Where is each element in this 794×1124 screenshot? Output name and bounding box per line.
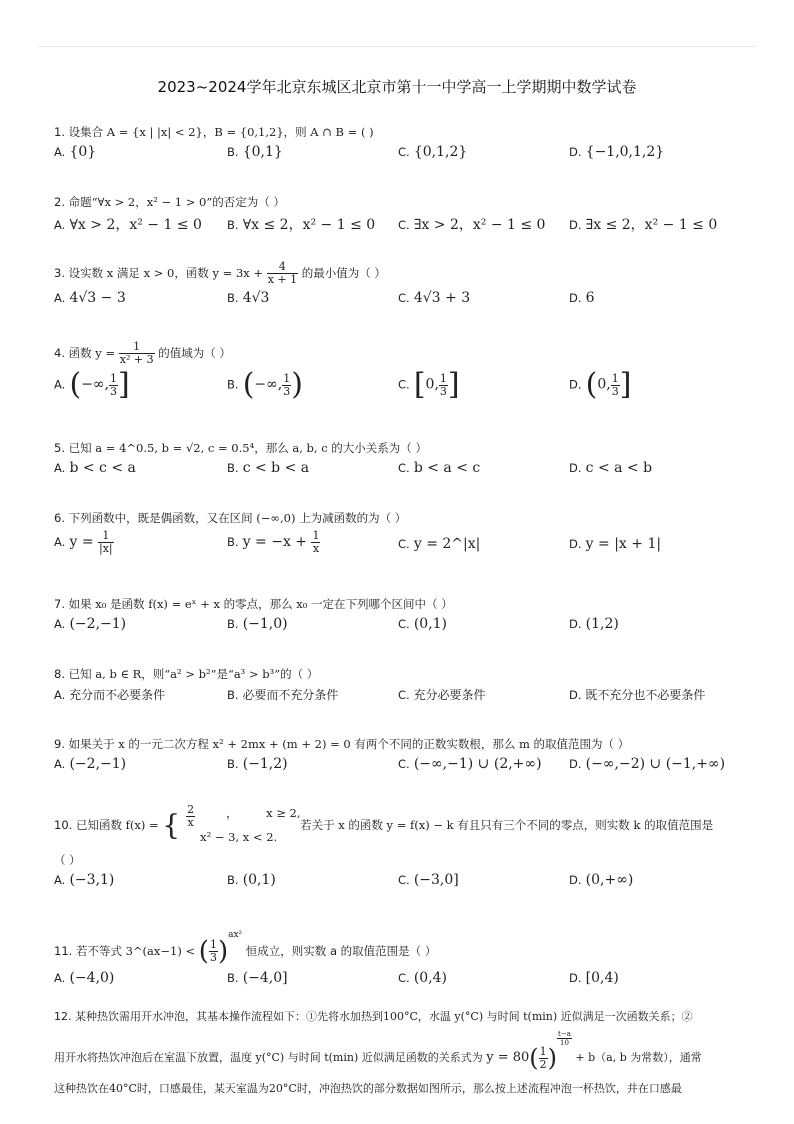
option-a: A. (−3,1) [54, 872, 115, 888]
option-c: C. (0,1) [398, 616, 448, 632]
option-b: B. c < b < a [227, 460, 310, 476]
option-d: D. 6 [569, 290, 595, 306]
fraction: $\frac{1}{3}$ [209, 938, 217, 964]
option-c: C. {0,1,2} [398, 144, 468, 160]
question-stem-line-1: 某种热饮需用开水冲泡，其基本操作流程如下：①先将水加热到100°C，水温 y(°C) 与时间 t(min) 近似满足一次函数关系；② [75, 1010, 693, 1023]
question-5 [54, 438, 754, 482]
question-stem-line-2: 用开水将热饮冲泡后在室温下放置，温度 y(°C) 与时间 t(min) 近似满足函数的关系式为 y = 80( $\frac{1}{2}$ ) $\frac{t-a}{10}$ + b（a, b 为常数），通常 [54, 1030, 702, 1072]
question-number: 3. [54, 266, 65, 280]
question-2 [54, 192, 754, 236]
question-stem: 设集合 A = {x | |x| < 2}，B = {0,1,2}，则 A ∩ B = ( ) [68, 125, 374, 139]
brace: { [162, 808, 181, 842]
case-1-expr: $\frac{2}{x}$ [187, 802, 195, 829]
option-b: B. ∀x ≤ 2，x² − 1 ≤ 0 [227, 217, 376, 233]
question-3: 3. 设实数 x 满足 x > 0，函数 y = 3x + $\frac{4}{x + 1}$ 的最小值为（ ） A. 4√3 − 3 B. 4√3 C. 4√3 + 3 D. 6 [54, 260, 595, 306]
question-7 [54, 594, 754, 638]
option-b: B. (−1,2) [227, 756, 288, 772]
option-b: B. {0,1} [227, 144, 283, 160]
question-number: 5. [54, 441, 65, 455]
option-a: A. (−4,0) [54, 970, 115, 986]
question-number: 9. [54, 737, 65, 751]
fraction: $\frac{4}{x + 1}$ [267, 260, 298, 286]
option-c: C. b < a < c [398, 460, 481, 476]
option-c: C. 充分必要条件 [398, 688, 486, 702]
question-12 [54, 1004, 744, 1102]
question-stem: 命题“∀x > 2，x² − 1 > 0”的否定为（ ） [68, 195, 285, 209]
question-stem: 设实数 x 满足 x > 0，函数 y = 3x + [68, 266, 267, 280]
option-b: B. (−4,0] [227, 970, 288, 986]
option-c: C. ∃x > 2，x² − 1 ≤ 0 [398, 217, 546, 233]
option-c: C. [0, $\frac{1}{3}$ ] [398, 367, 460, 402]
option-d: D. 既不充分也不必要条件 [569, 688, 706, 702]
option-c: C. 4√3 + 3 [398, 290, 471, 306]
question-6 [54, 508, 754, 570]
option-b: B. (0,1) [227, 872, 276, 888]
option-a: A. {0} [54, 144, 97, 160]
question-4: 4. 函数 y = $\frac{1}{\text{x² + 3}}$ 的值域为（ ） A. (−∞, $\frac{1}{3}$ ] B. (−∞, $\frac{1}{3}$ ) C. [0, $\frac{1}{3}$ ] D. (0, $\frac{1}{3}$ ] [54, 340, 632, 402]
question-number: 2. [54, 195, 65, 209]
option-b: B. (−1,0) [227, 616, 288, 632]
question-9 [54, 734, 754, 778]
option-c: C. y = 2^|x| [398, 536, 481, 552]
question-stem-tail: （ ） [54, 853, 81, 867]
option-b: B. (−∞, $\frac{1}{3}$ ) [227, 367, 303, 402]
option-a: A. b < c < a [54, 460, 136, 476]
question-stem: 已知 a = 4^0.5, b = √2, c = 0.5⁴，那么 a, b, c 的大小关系为（ ） [68, 441, 427, 455]
option-c: C. (−∞,−1) ∪ (2,+∞) [398, 756, 542, 772]
question-11: 11. 若不等式 3^(ax−1) < ( $\frac{1}{3}$ )$^{ax^2}$ 恒成立，则实数 a 的取值范围是（ ） A. (−4,0) B. (−4,0] C. (0,4) D. [0,4) [54, 930, 619, 986]
question-1 [54, 122, 754, 166]
option-a: A. y = $\frac{1}{|x|}$ [54, 529, 113, 555]
option-b: B. y = −x + $\frac{1}{x}$ [227, 529, 320, 555]
option-d: D. (1,2) [569, 616, 619, 632]
question-number: 1. [54, 125, 65, 139]
question-stem: 已知函数 f(x) = [75, 818, 163, 832]
exponent: ax² [228, 930, 243, 940]
option-d: D. y = |x + 1| [569, 536, 662, 552]
question-stem: 下列函数中，既是偶函数，又在区间 (−∞,0) 上为减函数的为（ ） [68, 511, 407, 525]
question-stem: 已知 a, b ∈ R，则“a² > b²”是“a³ > b³”的（ ） [68, 667, 319, 681]
page-title: 2023~2024学年北京东城区北京市第十一中学高一上学期期中数学试卷 [157, 78, 637, 96]
question-stem: 若不等式 3^(ax−1) < [75, 944, 199, 958]
option-a: A. ∀x > 2，x² − 1 ≤ 0 [54, 217, 202, 233]
top-rule [38, 46, 756, 47]
option-a: A. 4√3 − 3 [54, 290, 126, 306]
option-a: A. (−2,−1) [54, 756, 127, 772]
piecewise-cases: $\frac{2}{x}$ ， x ≥ 2, x² − 3, x < 2. [187, 802, 301, 844]
question-stem: 如果 x₀ 是函数 f(x) = eˣ + x 的零点，那么 x₀ 一定在下列哪个区间中（ ） [68, 597, 453, 611]
question-number: 7. [54, 597, 65, 611]
fraction: $\frac{1}{\text{x² + 3}}$ [119, 340, 154, 366]
question-stem-line-3: 这种热饮在40°C时，口感最佳，某天室温为20°C时，冲泡热饮的部分数据如图所示，那么按上述流程冲泡一杯热饮，并在口感最 [54, 1082, 682, 1095]
option-d: D. ∃x ≤ 2，x² − 1 ≤ 0 [569, 217, 718, 233]
question-number: 10. [54, 818, 73, 832]
option-a: A. (−∞, $\frac{1}{3}$ ] [54, 367, 130, 402]
question-number: 8. [54, 667, 65, 681]
question-number: 6. [54, 511, 65, 525]
option-d: D. c < a < b [569, 460, 653, 476]
question-number: 11. [54, 944, 73, 958]
option-d: D. (0,+∞) [569, 872, 634, 888]
question-number: 12. [54, 1010, 72, 1023]
question-stem: 函数 y = [68, 346, 119, 360]
option-d: D. (0, $\frac{1}{3}$ ] [569, 367, 632, 402]
question-8 [54, 664, 754, 708]
option-a: A. 充分而不必要条件 [54, 688, 166, 702]
option-d: D. {−1,0,1,2} [569, 144, 665, 160]
question-stem: 如果关于 x 的一元二次方程 x² + 2mx + (m + 2) = 0 有两个不同的正数实数根，那么 m 的取值范围为（ ） [68, 737, 630, 751]
option-c: C. (−3,0] [398, 872, 459, 888]
option-b: B. 4√3 [227, 290, 270, 306]
option-b: B. 必要而不充分条件 [227, 688, 339, 702]
option-d: D. [0,4) [569, 970, 619, 986]
option-d: D. (−∞,−2) ∪ (−1,+∞) [569, 756, 726, 772]
option-a: A. (−2,−1) [54, 616, 127, 632]
question-10: 10. 已知函数 f(x) = { $\frac{2}{x}$ ， x ≥ 2, x² − 3, x < 2. 若关于 x 的函数 y = f(x) − k 有且只有三个不同的零点，则实数 k 的取值范围是 （ ） A. (−3,1) B. (0,1) C. (−3,0] D. (0,+∞) [54, 802, 714, 888]
option-c: C. (0,4) [398, 970, 448, 986]
question-number: 4. [54, 346, 65, 360]
